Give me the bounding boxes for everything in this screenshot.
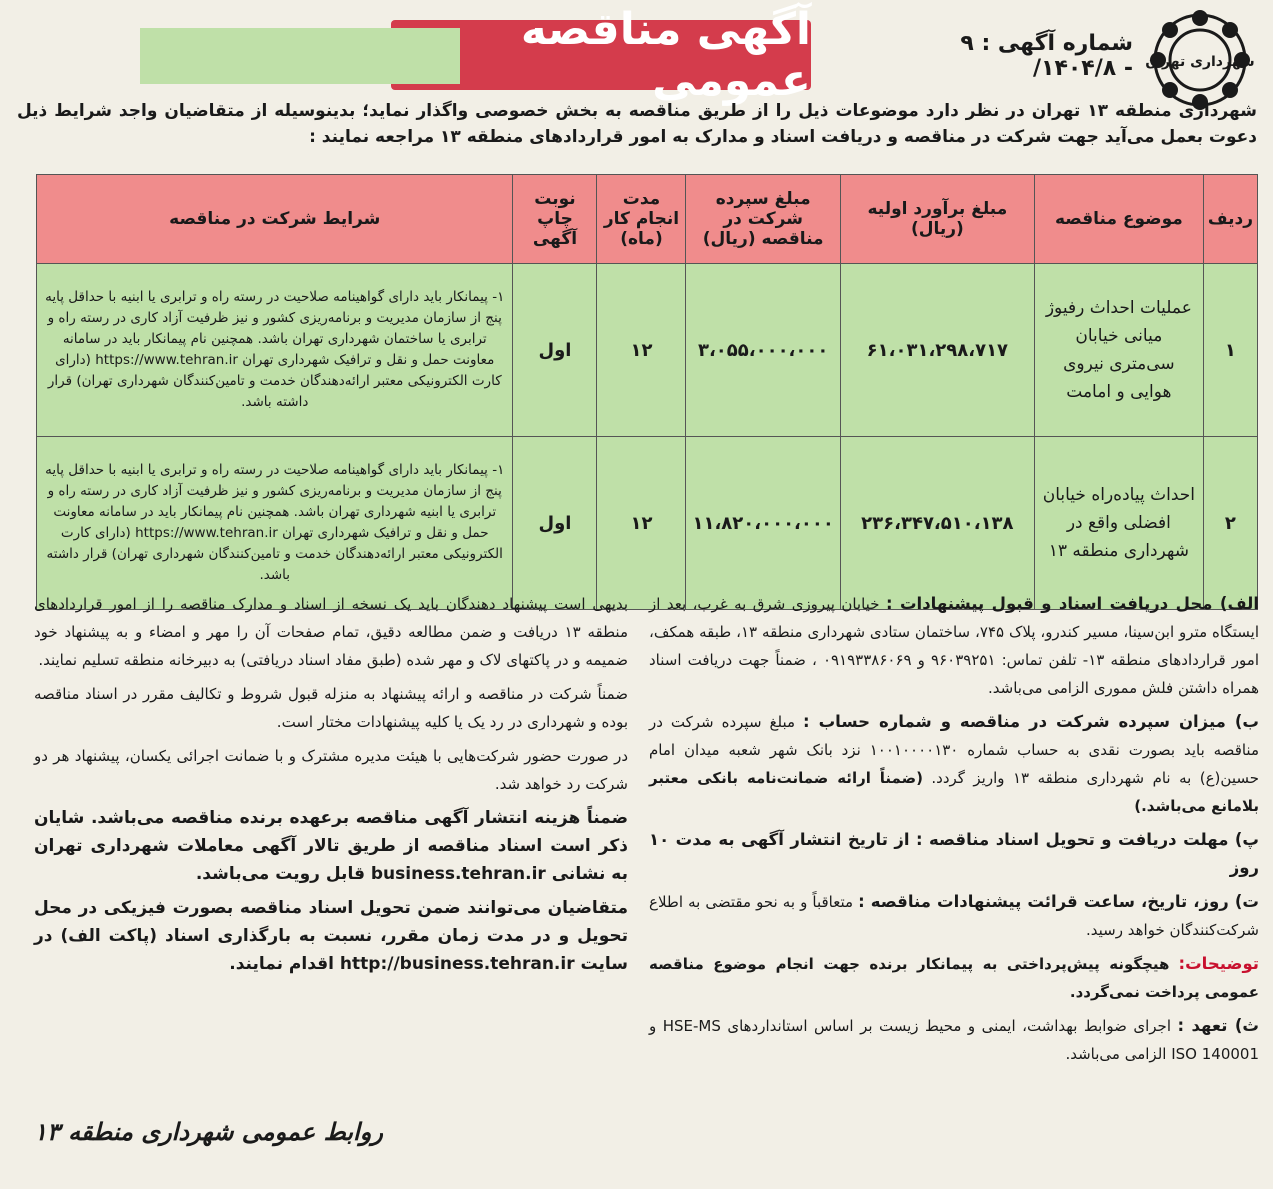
cell-publish: اول bbox=[513, 437, 597, 610]
section-t bbox=[649, 888, 1259, 944]
cell-deposit: ۳،۰۵۵،۰۰۰،۰۰۰ bbox=[686, 264, 840, 437]
cell-conditions: ۱- پیمانکار باید دارای گواهینامه صلاحیت در رسته راه و ترابری یا ابنیه با حداقل پایه پنج از سازمان مدیریت و برنامه‌ریزی کشور و نیز ظرفیت آزاد کاری در رسته راه و ترابری یا ابنیه شهرداری تهران باشد. همچنین نام پیمانکار باید در سامانه معاونت حمل و نقل و ترافیک شهرداری تهران https://www.tehran.ir (دارای کارت الکترونیکی معتبر ارائه‌دهندگان خدمت و تامین‌کنندگان شهرداری تهران) قرار داشته باشد. bbox=[37, 437, 513, 610]
header-row-number: ردیف bbox=[1203, 175, 1257, 264]
table-row bbox=[37, 264, 1258, 437]
left-paragraph-4: ضمناً هزینه انتشار آگهی مناقصه برعهده برنده مناقصه می‌باشد. شایان ذکر است اسناد مناقصه از طریق تالار آگهی معاملات شهرداری تهران به نشانی business.tehran.ir قابل رویت می‌باشد. bbox=[34, 808, 628, 884]
cell-subject: عملیات احداث رفیوژ میانی خیابان سی‌متری نیروی هوایی و امامت bbox=[1034, 264, 1203, 437]
section-notes bbox=[649, 950, 1259, 1006]
cell-duration: ۱۲ bbox=[597, 264, 686, 437]
header-subject: موضوع مناقصه bbox=[1034, 175, 1203, 264]
left-paragraph-5: متقاضیان می‌توانند ضمن تحویل اسناد مناقصه بصورت فیزیکی در محل تحویل و در مدت زمان مقرر، نسبت به بارگذاری اسناد (پاکت الف) در سایت http://business.tehran.ir اقدام نمایند. bbox=[34, 898, 628, 974]
cell-row-number: ۲ bbox=[1203, 437, 1257, 610]
right-column bbox=[649, 590, 1259, 1074]
section-th bbox=[649, 1012, 1259, 1068]
notes-title: توضیحات: bbox=[1178, 954, 1259, 973]
intro-paragraph: شهرداری منطقه ۱۳ تهران در نظر دارد موضوعات ذیل را از طریق مناقصه به بخش خصوصی واگذار نماید؛ بدینوسیله از متقاضیان واجد شرایط ذیل دعوت بعمل می‌آید جهت شرکت در مناقصه و دریافت اسناد و مدارک به امور قراردادهای منطقه ۱۳ مراجعه نمایند : bbox=[17, 101, 1257, 147]
cell-subject: احداث پیاده‌راه خیابان افضلی واقع در شهرداری منطقه ۱۳ bbox=[1034, 437, 1203, 610]
header-deposit: مبلغ سپرده شرکت در مناقصه (ریال) bbox=[686, 175, 840, 264]
section-a-text: خیابان پیروزی شرق به غرب، بعد از ایستگاه مترو ابن‌سینا، مسیر کندرو، پلاک ۷۴۵، ساختمان ستادی شهرداری منطقه ۱۳، طبقه همکف، امور قراردادهای منطقه ۱۳- تلفن تماس: ۹۶۰۳۹۲۵۱ و ۰۹۱۹۳۳۸۶۰۶۹ ، ضمناً جهت دریافت اسناد همراه داشتن فلش مموری الزامی می‌باشد. bbox=[649, 595, 1259, 697]
footer-signature: روابط عمومی شهرداری منطقه ۱۳ bbox=[34, 1118, 383, 1146]
section-t-title: ت) روز، تاریخ، ساعت قرائت پیشنهادات مناقصه : bbox=[858, 892, 1259, 911]
logo-text: شهرداری تهران bbox=[1145, 54, 1255, 70]
cell-estimate: ۲۳۶،۳۴۷،۵۱۰،۱۳۸ bbox=[840, 437, 1034, 610]
left-paragraph-1: بدیهی است پیشنهاد دهندگان باید یک نسخه از اسناد و مدارک مناقصه را از امور قراردادهای منطقه ۱۳ دریافت و ضمن مطالعه دقیق، تمام صفحات آن را مهر و امضاء و به پیشنهاد خود ضمیمه و در پاکتهای لاک و مهر شده (طبق مفاد اسناد دریافتی) به دبیرخانه منطقه تسلیم نمایند. bbox=[34, 595, 628, 669]
cell-publish: اول bbox=[513, 264, 597, 437]
section-t-text: متعاقباً و به نحو مقتضی به اطلاع شرکت‌کنندگان خواهد رسید. bbox=[649, 893, 1259, 939]
tender-table bbox=[36, 174, 1258, 610]
table-header-row bbox=[37, 175, 1258, 264]
section-b-title: ب) میزان سپرده شرکت در مناقصه و شماره حساب : bbox=[803, 712, 1259, 731]
section-a bbox=[649, 590, 1259, 702]
section-b-note: (ضمناً ارائه ضمانت‌نامه بانکی معتبر بلامانع می‌باشد.) bbox=[649, 769, 1259, 815]
left-paragraph-2: ضمناً شرکت در مناقصه و ارائه پیشنهاد به منزله قبول شروط و تکالیف مقرر در اسناد مناقصه بوده و شهرداری در رد یک یا کلیه پیشنهادات مختار است. bbox=[34, 685, 628, 731]
header-conditions: شرایط شرکت در مناقصه bbox=[37, 175, 513, 264]
cell-conditions: ۱- پیمانکار باید دارای گواهینامه صلاحیت در رسته راه و ترابری یا ابنیه با حداقل پایه پنج از سازمان مدیریت و برنامه‌ریزی کشور و نیز ظرفیت آزاد کاری در رسته راه و ترابری یا ساختمان شهرداری تهران باشد. همچنین نام پیمانکار باید در سامانه معاونت حمل و نقل و ترافیک شهرداری تهران https://www.tehran.ir (دارای کارت الکترونیکی معتبر ارائه‌دهندگان خدمت و تامین‌کنندگان شهرداری تهران) قرار داشته باشد. bbox=[37, 264, 513, 437]
section-th-title: ث) تعهد : bbox=[1177, 1016, 1259, 1035]
section-b bbox=[649, 708, 1259, 820]
left-column bbox=[34, 590, 628, 984]
header-publish: نوبت چاپ آگهی bbox=[513, 175, 597, 264]
section-b-text: مبلغ سپرده شرکت در مناقصه باید بصورت نقدی به حساب شماره ۱۰۰۱۰۰۰۰۱۳۰ نزد بانک شهر شعبه میدان امام حسین(ع) به نام شهرداری منطقه ۱۳ واریز گردد. bbox=[649, 713, 1259, 787]
table-row bbox=[37, 437, 1258, 610]
cell-estimate: ۶۱،۰۳۱،۲۹۸،۷۱۷ bbox=[840, 264, 1034, 437]
section-th-text: اجرای ضوابط بهداشت، ایمنی و محیط زیست بر اساس استانداردهای HSE-MS و ISO 140001 الزامی می‌باشد. bbox=[649, 1017, 1259, 1063]
notice-number-box bbox=[140, 28, 460, 84]
left-paragraph-3: در صورت حضور شرکت‌هایی با هیئت مدیره مشترک و با ضمانت اجرائی یکسان، پیشنهاد هر دو شرکت رد خواهد شد. bbox=[34, 747, 628, 793]
cell-duration: ۱۲ bbox=[597, 437, 686, 610]
notes-text: هیچگونه پیش‌پرداختی به پیمانکار برنده جهت انجام موضوع مناقصه عمومی پرداخت نمی‌گردد. bbox=[649, 955, 1259, 1001]
header-duration: مدت انجام کار (ماه) bbox=[597, 175, 686, 264]
section-a-title: الف) محل دریافت اسناد و قبول پیشنهادات : bbox=[885, 594, 1259, 613]
notice-banner: آگهی مناقصه عمومی bbox=[391, 20, 811, 90]
cell-deposit: ۱۱،۸۲۰،۰۰۰،۰۰۰ bbox=[686, 437, 840, 610]
header-estimate: مبلغ برآورد اولیه (ریال) bbox=[840, 175, 1034, 264]
cell-row-number: ۱ bbox=[1203, 264, 1257, 437]
notice-number-label: شماره آگهی : ۹ - ۱۴۰۴/۸/ bbox=[960, 30, 1133, 81]
section-p: پ) مهلت دریافت و تحویل اسناد مناقصه : از تاریخ انتشار آگهی به مدت ۱۰ روز bbox=[649, 830, 1259, 877]
